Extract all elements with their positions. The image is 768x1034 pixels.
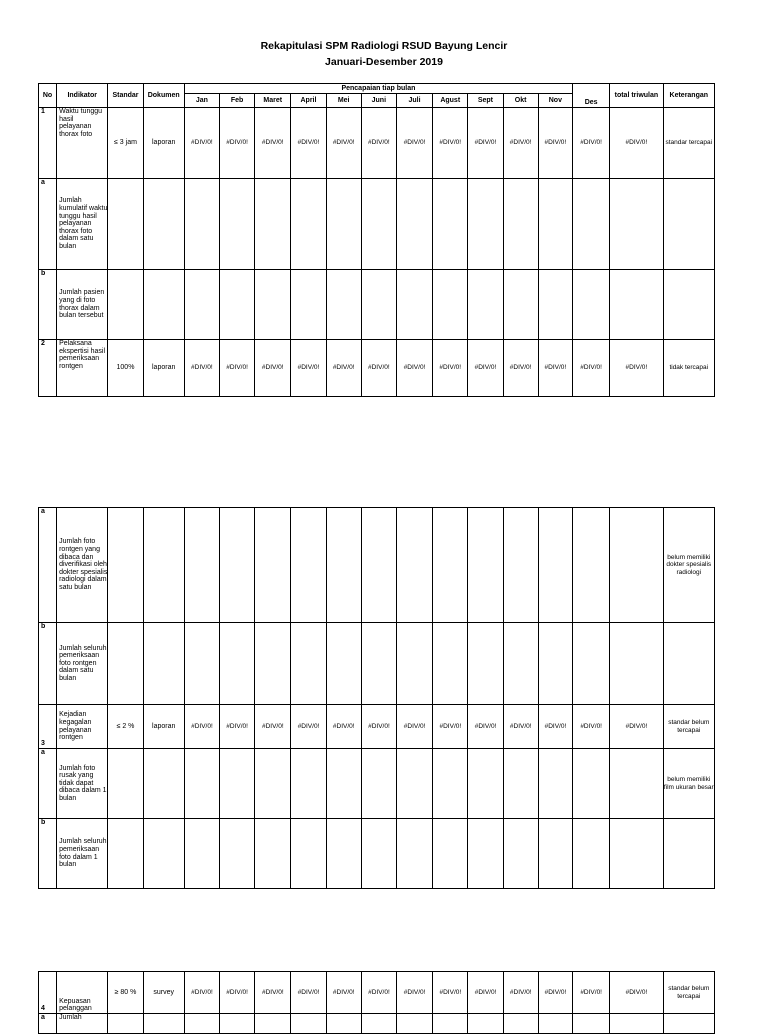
row-standar: 100% [108,340,143,397]
col-month: Juni [361,94,396,108]
row-no: a [39,179,57,270]
row-dokumen: laporan [143,340,184,397]
row-dokumen: laporan [143,705,184,749]
row-keterangan: standar belum tercapai [663,972,714,1014]
row-indikator: Jumlah pasien yang di foto thorax dalam bulan tersebut [57,270,108,340]
row-indikator: Waktu tunggu hasil pelayanan thorax foto [57,108,108,179]
cell-value: #DIV/0! [291,108,326,179]
cell-value: #DIV/0! [433,705,468,749]
table-row [39,623,715,705]
col-dokumen: Dokumen [143,84,184,108]
col-pencapaian: Pencapaian tiap bulan [184,84,572,94]
row-indikator: Jumlah seluruh pemeriksaan foto rontgen dalam satu bulan [57,623,108,705]
row-indikator: Jumlah kumulatif waktu tunggu hasil pelayanan thorax foto dalam satu bulan [57,179,108,270]
row-indikator: Jumlah foto rusak yang tidak dapat dibaca dalam 1 bulan [57,749,108,819]
cell-value: #DIV/0! [503,972,538,1014]
cell-value: #DIV/0! [326,340,361,397]
table-row [39,108,715,179]
cell-value: #DIV/0! [396,340,432,397]
cell-value: #DIV/0! [184,108,219,179]
cell-value: #DIV/0! [538,705,572,749]
cell-value: #DIV/0! [255,705,291,749]
row-indikator: Jumlah seluruh pemeriksaan foto dalam 1 bulan [57,819,108,889]
cell-value: #DIV/0! [538,972,572,1014]
col-month: Maret [255,94,291,108]
table-row [39,749,715,819]
cell-value: #DIV/0! [503,705,538,749]
row-indikator: Kepuasan pelanggan [57,972,108,1014]
spm-table-part3 [38,971,715,1034]
cell-total: #DIV/0! [610,340,663,397]
cell-value: #DIV/0! [184,972,219,1014]
row-no: 4 [39,972,57,1014]
col-month: Feb [219,94,254,108]
cell-value: #DIV/0! [468,108,503,179]
cell-value: #DIV/0! [538,340,572,397]
cell-value: #DIV/0! [573,972,610,1014]
cell-value: #DIV/0! [397,705,433,749]
row-standar: ≤ 2 % [108,705,143,749]
spm-table-part1 [38,83,715,397]
row-no: 2 [39,340,57,397]
cell-value: #DIV/0! [573,705,610,749]
cell-value: #DIV/0! [433,340,468,397]
col-no: No [39,84,57,108]
cell-value: #DIV/0! [361,705,396,749]
cell-value: #DIV/0! [503,108,538,179]
row-dokumen: laporan [143,108,184,179]
cell-value: #DIV/0! [184,705,219,749]
row-dokumen: survey [143,972,184,1014]
cell-total: #DIV/0! [610,108,663,179]
row-keterangan: belum memiliki dokter spesialis radiologi [663,508,714,623]
cell-value: #DIV/0! [573,108,610,179]
cell-value: #DIV/0! [361,340,396,397]
document-subtitle: Januari-Desember 2019 [325,56,443,68]
row-no: b [39,270,57,340]
cell-value: #DIV/0! [219,340,254,397]
cell-value: #DIV/0! [397,972,433,1014]
row-standar: ≥ 80 % [108,972,143,1014]
cell-value: #DIV/0! [220,705,255,749]
cell-value: #DIV/0! [433,108,468,179]
row-no: b [39,819,57,889]
cell-value: #DIV/0! [468,340,503,397]
row-no: 3 [39,705,57,749]
col-total: total triwulan [610,84,663,108]
cell-value: #DIV/0! [255,340,291,397]
row-indikator: Pelaksana ekspertisi hasil pemeriksaan rontgen [57,340,108,397]
row-keterangan: standar tercapai [663,108,714,179]
cell-value: #DIV/0! [538,108,572,179]
cell-value: #DIV/0! [503,340,538,397]
col-indikator: Indikator [57,84,108,108]
cell-value: #DIV/0! [255,108,291,179]
document-title: Rekapitulasi SPM Radiologi RSUD Bayung Lencir [260,40,508,52]
row-indikator: Jumlah foto rontgen yang dibaca dan diverifikasi oleh dokter spesialis radiologi dalam satu bulan [57,508,108,623]
cell-value: #DIV/0! [361,108,396,179]
cell-value: #DIV/0! [326,972,361,1014]
table-row [39,270,715,340]
col-month: Okt [503,94,538,108]
row-keterangan: tidak tercapai [663,340,714,397]
cell-value: #DIV/0! [396,108,432,179]
cell-value: #DIV/0! [573,340,610,397]
cell-value: #DIV/0! [291,972,326,1014]
cell-value: #DIV/0! [361,972,396,1014]
col-month: Nov [538,94,572,108]
row-standar: ≤ 3 jam [108,108,143,179]
cell-value: #DIV/0! [433,972,468,1014]
cell-total: #DIV/0! [610,705,663,749]
col-month: April [291,94,326,108]
cell-total: #DIV/0! [610,972,663,1014]
col-month: Agust [433,94,468,108]
col-month: Jan [184,94,219,108]
row-indikator: Kejadian kegagalan pelayanan rontgen [57,705,108,749]
table-row [39,972,715,1014]
col-month: Sept [468,94,503,108]
col-month: Mei [326,94,361,108]
cell-value: #DIV/0! [326,108,361,179]
table-row [39,508,715,623]
table-row [39,179,715,270]
col-month-des: Des [573,84,610,108]
cell-value: #DIV/0! [326,705,361,749]
cell-value: #DIV/0! [468,705,503,749]
cell-value: #DIV/0! [184,340,219,397]
row-keterangan: standar belum tercapai [663,705,714,749]
table-row [39,340,715,397]
row-no: a [39,749,57,819]
cell-value: #DIV/0! [220,972,255,1014]
col-standar: Standar [108,84,143,108]
row-keterangan: belum memiliki film ukuran besar [663,749,714,819]
cell-value: #DIV/0! [468,972,503,1014]
row-no: b [39,623,57,705]
col-keterangan: Keterangan [663,84,714,108]
row-no: a [39,508,57,623]
header-row [39,84,715,94]
row-indikator: Jumlah [57,1014,108,1034]
table-row [39,819,715,889]
cell-value: #DIV/0! [219,108,254,179]
cell-value: #DIV/0! [291,705,326,749]
row-no: 1 [39,108,57,179]
row-no: a [39,1014,57,1034]
cell-value: #DIV/0! [291,340,326,397]
cell-value: #DIV/0! [255,972,291,1014]
col-month: Juli [396,94,432,108]
spm-table-part2 [38,507,715,889]
table-row [39,705,715,749]
